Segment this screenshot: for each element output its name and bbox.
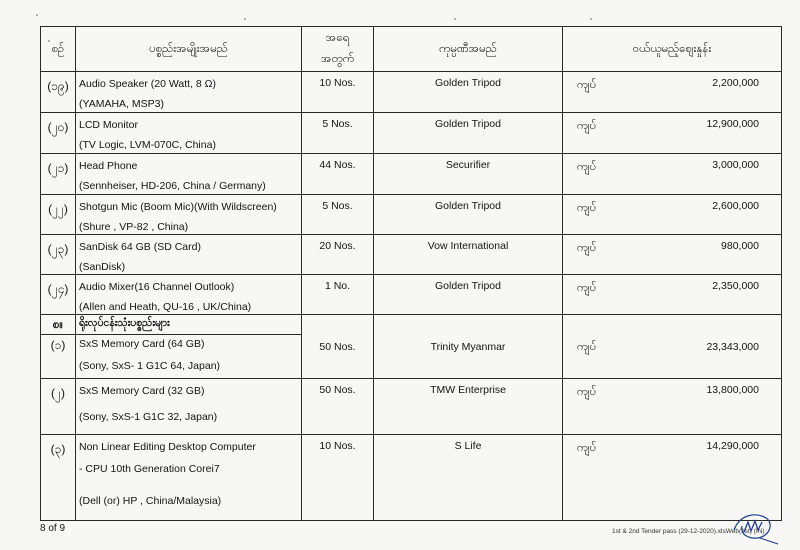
scan-speck [590, 18, 592, 20]
item-name: SxS Memory Card (32 GB) [79, 385, 205, 397]
table-row [41, 195, 782, 235]
currency-unit: ကျပ် [577, 341, 597, 353]
row-price [563, 379, 782, 435]
row-no: (၂၃) [41, 235, 76, 275]
currency-unit: ကျပ် [577, 120, 597, 132]
row-price [563, 195, 782, 235]
table-row [41, 113, 782, 154]
item-name: LCD Monitor [79, 119, 138, 131]
item-detail: (TV Logic, LVM-070C, China) [79, 139, 216, 151]
header-qty-line2: အတွက် [320, 53, 354, 65]
price-amount: 2,350,000 [712, 280, 759, 292]
table-row [41, 235, 782, 275]
header-qty [302, 27, 374, 72]
scan-speck [244, 18, 246, 20]
row-company: Securifier [374, 154, 563, 195]
row-item [76, 72, 302, 113]
item-name: Audio Speaker (20 Watt, 8 Ω) [79, 78, 217, 90]
currency-unit: ကျပ် [577, 386, 597, 398]
item-name: SanDisk 64 GB (SD Card) [79, 241, 201, 253]
item-detail: (SanDisk) [79, 261, 126, 273]
row-item [76, 435, 302, 521]
row-qty: 1 No. [302, 275, 374, 315]
currency-unit: ကျပ် [577, 79, 597, 91]
section-row [41, 315, 782, 335]
row-no: (၂၀) [41, 113, 76, 154]
row-company: Trinity Myanmar [374, 315, 563, 379]
row-qty: 10 Nos. [302, 435, 374, 521]
item-detail: (Sony, SxS-1 G1C 32, Japan) [79, 411, 218, 423]
item-detail: (Shure , VP-82 , China) [79, 221, 189, 233]
table-row [41, 154, 782, 195]
row-qty: 20 Nos. [302, 235, 374, 275]
row-item [76, 379, 302, 435]
row-qty: 44 Nos. [302, 154, 374, 195]
row-company: Golden Tripod [374, 113, 563, 154]
file-name: 1st & 2nd Tender pass (29-12-2020).xlsWeb(1st) (IN) [612, 528, 765, 535]
table-header-row [41, 27, 782, 72]
price-amount: 980,000 [721, 240, 759, 252]
item-detail: (Sennheiser, HD-206, China / Germany) [79, 180, 266, 192]
item-detail: (YAMAHA, MSP3) [79, 98, 164, 110]
table-row [41, 275, 782, 315]
item-name: Audio Mixer(16 Channel Outlook) [79, 281, 235, 293]
currency-unit: ကျပ် [577, 202, 597, 214]
row-price [563, 275, 782, 315]
table-row [41, 435, 782, 521]
price-amount: 14,290,000 [706, 440, 759, 452]
row-price [563, 113, 782, 154]
row-item [76, 335, 302, 379]
row-no: (၂၄) [41, 275, 76, 315]
header-item: ပစ္စည်းအမျိုးအမည် [76, 27, 302, 72]
item-name: Non Linear Editing Desktop Computer [79, 441, 256, 453]
row-no: (၁၉) [41, 72, 76, 113]
item-detail: - CPU 10th Generation Corei7 [79, 463, 220, 475]
table-row [41, 379, 782, 435]
row-company: TMW Enterprise [374, 379, 563, 435]
row-price [563, 315, 782, 379]
item-detail: (Allen and Heath, QU-16 , UK/China) [79, 301, 252, 313]
price-amount: 13,800,000 [706, 384, 759, 396]
table-row [41, 72, 782, 113]
row-no: (၂၁) [41, 154, 76, 195]
section-title-cell [76, 315, 302, 335]
header-price: ဝယ်ယူမည့်ဈေးနှုန်း [563, 27, 782, 72]
item-name: SxS Memory Card (64 GB) [79, 338, 205, 350]
row-company: Vow International [374, 235, 563, 275]
row-no: (၂၂) [41, 195, 76, 235]
item-name: Shotgun Mic (Boom Mic)(With Wildscreen) [79, 201, 277, 213]
price-amount: 23,343,000 [706, 341, 759, 353]
item-name: Head Phone [79, 160, 138, 172]
item-origin: (Dell (or) HP , China/Malaysia) [79, 495, 222, 507]
row-price [563, 72, 782, 113]
row-item [76, 235, 302, 275]
row-qty: 10 Nos. [302, 72, 374, 113]
header-qty-line1: အရေ [325, 32, 350, 44]
row-item [76, 275, 302, 315]
row-item [76, 195, 302, 235]
row-qty: 5 Nos. [302, 113, 374, 154]
section-title: ရိုးလုပ်ငန်းသုံးပစ္စည်းများ [79, 317, 170, 329]
item-detail: (Sony, SxS- 1 G1C 64, Japan) [79, 360, 221, 372]
row-item [76, 154, 302, 195]
procurement-table [40, 26, 782, 521]
row-company: S Life [374, 435, 563, 521]
price-amount: 3,000,000 [712, 159, 759, 171]
currency-unit: ကျပ် [577, 442, 597, 454]
signature-mark [730, 508, 780, 546]
row-company: Golden Tripod [374, 195, 563, 235]
page-number: 8 of 9 [40, 523, 66, 534]
header-no: စဉ် [41, 27, 76, 72]
currency-unit: ကျပ် [577, 161, 597, 173]
price-amount: 2,600,000 [712, 200, 759, 212]
header-company: ကုမ္ပဏီအမည် [374, 27, 563, 72]
price-amount: 12,900,000 [706, 118, 759, 130]
scan-speck [454, 18, 456, 20]
scan-speck [36, 14, 38, 16]
row-qty: 50 Nos. [302, 315, 374, 379]
price-amount: 2,200,000 [712, 77, 759, 89]
row-no: (၂) [41, 379, 76, 435]
row-no: (၃) [41, 435, 76, 521]
section-no: စ။ [41, 315, 76, 335]
row-company: Golden Tripod [374, 275, 563, 315]
currency-unit: ကျပ် [577, 282, 597, 294]
row-price [563, 235, 782, 275]
row-company: Golden Tripod [374, 72, 563, 113]
row-item [76, 113, 302, 154]
row-qty: 5 Nos. [302, 195, 374, 235]
currency-unit: ကျပ် [577, 242, 597, 254]
row-price [563, 154, 782, 195]
row-qty: 50 Nos. [302, 379, 374, 435]
row-no: (၁) [41, 335, 76, 379]
